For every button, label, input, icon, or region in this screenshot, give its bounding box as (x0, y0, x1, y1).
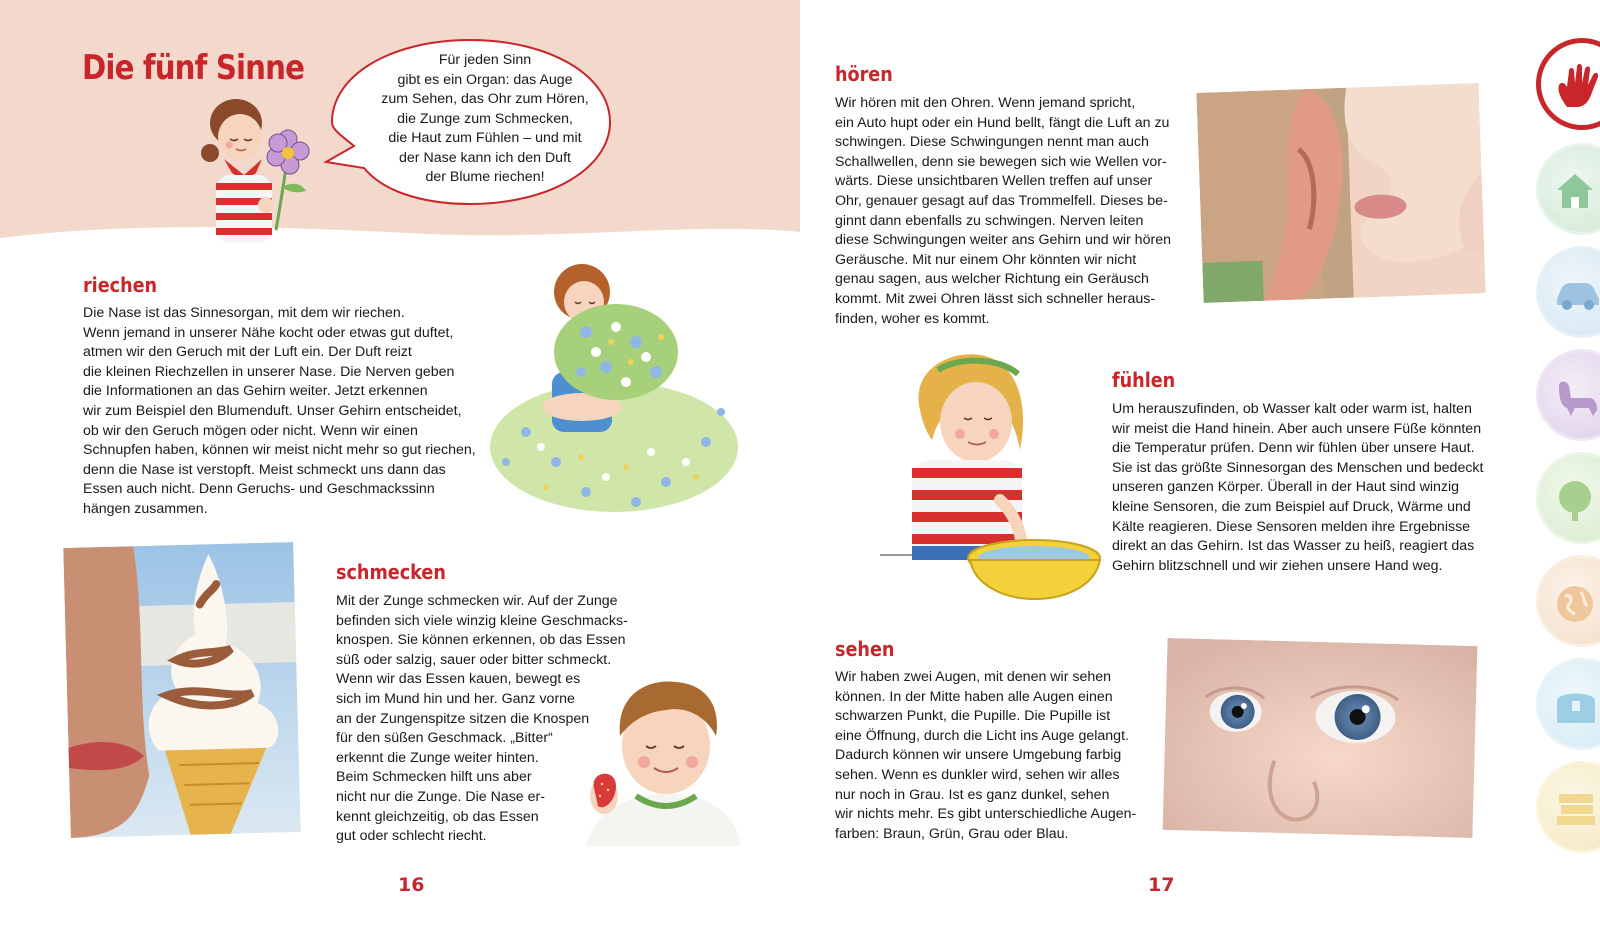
tab-house[interactable] (1536, 143, 1600, 235)
house-icon (1553, 170, 1597, 210)
baby-eyes-photo (1163, 638, 1478, 838)
heading-sehen: sehen (835, 637, 895, 661)
heading-fuehlen: fühlen (1112, 368, 1176, 392)
heading-riechen: riechen (83, 273, 158, 297)
tab-dog[interactable] (1536, 349, 1600, 441)
page-number-right: 17 (1148, 874, 1175, 896)
dog-icon (1553, 376, 1600, 418)
heading-hoeren: hören (835, 62, 893, 86)
tab-car[interactable] (1536, 246, 1600, 338)
tab-treasure-chest[interactable] (1536, 658, 1600, 750)
page-number-left: 16 (398, 874, 425, 896)
text-hoeren: Wir hören mit den Ohren. Wenn jemand spricht, ein Auto hupt oder ein Hund bellt, fängt die Luft an zu schwingen. Diese Schwingungen nennt man auch Schallwellen, denn sie bewegen sich wie Wellen vor- wärts. Diese unsichtbaren Wellen treffen auf unser Ohr, genauer gesagt auf das Trommelfell. Dieses be- ginnt dann ebenfalls zu schwingen. Nerven leiten diese Schwingungen weiter ans Gehirn und wir hören Geräusche. Mit nur einem Ohr könnten wir nicht genau sagen, aus welcher Richtung ein Geräusch kommt. Mit zwei Ohren lässt sich schneller heraus- finden, woher es kommt. (835, 95, 1171, 327)
page-title: Die fünf Sinne (82, 48, 305, 88)
treasure-chest-icon (1553, 685, 1599, 725)
text-fuehlen: Um herauszufinden, ob Wasser kalt oder warm ist, halten wir meist die Hand hinein. Aber auch unsere Füße könnten die Temperatur prüfen. Denn wir fühlen über unsere Haut. Sie ist das größte Sinnesorgan des Menschen und bedeckt unseren ganzen Körper. Überall in der Haut sind winzig kleine Sensoren, die zum Beispiel auf Druck, Wärme und Kälte reagieren. Diese Sensoren melden ihre Ergebnisse direkt an das Gehirn. Ist das Wasser zu heiß, reagiert das Gehirn blitzschnell und wir ziehen unsere Hand weg. (1112, 401, 1484, 574)
boy-with-flowers-illustration (486, 262, 742, 520)
hand-icon (1553, 63, 1600, 109)
girl-with-water-bowl-illustration (880, 350, 1112, 622)
boy-with-strawberry-illustration (576, 676, 746, 846)
heading-schmecken: schmecken (336, 560, 446, 584)
ear-whisper-photo (1196, 83, 1485, 303)
ice-cream-photo (63, 542, 301, 838)
tab-globe[interactable] (1536, 555, 1600, 647)
text-riechen: Die Nase ist das Sinnesorgan, mit dem wir riechen. Wenn jemand in unserer Nähe kocht oder etwas gut duftet, atmen wir den Geruch mit der Luft ein. Der Duft reizt die kleinen Riechzellen in unserer Nase. Die Nerven geben die Informationen an das Gehirn weiter. Jetzt erkennen wir zum Beispiel den Blumenduft. Unser Gehirn entscheidet, ob wir den Geruch mögen oder nicht. Wenn wir einen Schnupfen haben, können wir meist nicht mehr so gut riechen, denn die Nase ist verstopft. Meist schmeckt uns dann das Essen auch nicht. Denn Geruchs- und Geschmackssinn hängen zusammen. (83, 305, 476, 517)
tab-tree[interactable] (1536, 452, 1600, 544)
car-icon (1553, 273, 1600, 313)
globe-icon (1553, 582, 1597, 626)
books-icon (1553, 788, 1599, 828)
tab-books[interactable] (1536, 761, 1600, 853)
text-schmecken: Mit der Zunge schmecken wir. Auf der Zunge befinden sich viele winzig kleine Geschmacks- knospen. Sie können erkennen, ob das Essen süß oder salzig, sauer oder bitter schmeckt. Wenn wir das Essen kauen, bewegt es sich im Mund hin und her. Ganz vorne an der Zungenspitze sitzen die Knospen für den süßen Geschmack. „Bitter“ erkennt die Zunge weiter hinten. Beim Schmecken hilft uns aber nicht nur die Zunge. Die Nase er- kennt gleichzeitig, ob das Essen gut oder schlecht riecht. (336, 593, 628, 845)
speech-bubble-text: Für jeden Sinn gibt es ein Organ: das Auge zum Sehen, das Ohr zum Hören, die Zunge zum Schmecken, die Haut zum Fühlen – und mit der Nase kann ich den Duft der Blume riechen! (381, 52, 589, 185)
text-sehen: Wir haben zwei Augen, mit denen wir sehen können. In der Mitte haben alle Augen einen schwarzen Punkt, die Pupille. Die Pupille ist eine Öffnung, durch die Licht ins Auge gelangt. Dadurch können wir unsere Umgebung farbig sehen. Wenn es dunkler wird, sehen wir alles nur noch in Grau. Ist es ganz dunkel, sehen wir nichts mehr. Es gibt unterschiedliche Augen- farben: Braun, Grün, Grau oder Blau. (835, 669, 1137, 842)
tree-icon (1553, 479, 1597, 523)
tab-hand[interactable] (1536, 38, 1600, 130)
girl-with-flower-illustration (196, 95, 321, 250)
